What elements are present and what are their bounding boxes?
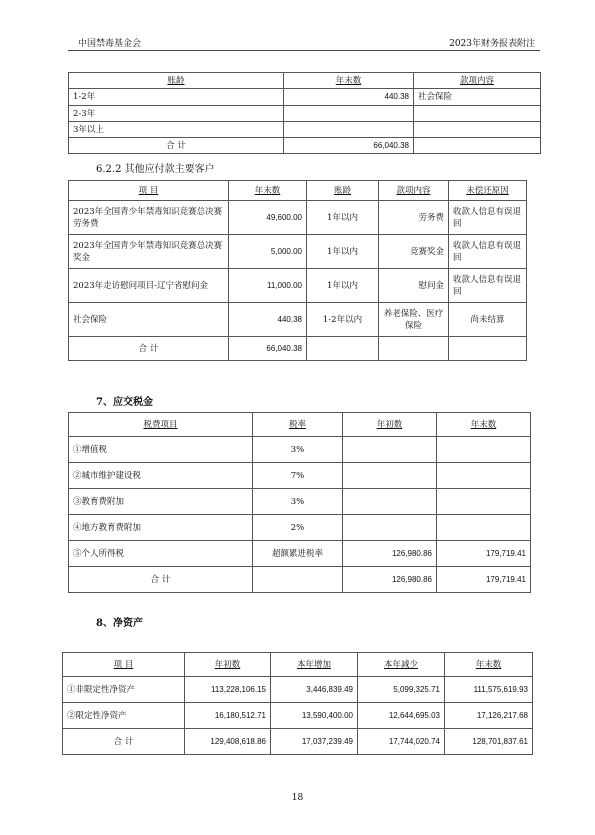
cell bbox=[414, 106, 541, 122]
cell: 3,446,839.49 bbox=[271, 677, 358, 703]
cell: 合 计 bbox=[69, 567, 253, 593]
table-row bbox=[69, 489, 531, 515]
cell: 1-2年 bbox=[69, 89, 284, 106]
cell: 竞赛奖金 bbox=[379, 235, 449, 269]
cell: 慰问金 bbox=[379, 269, 449, 303]
cell: 113,228,106.15 bbox=[185, 677, 271, 703]
cell: 1年以内 bbox=[307, 269, 379, 303]
cell bbox=[379, 337, 449, 361]
section-622-title: 6.2.2 其他应付款主要客户 bbox=[96, 164, 215, 175]
cell: 合 计 bbox=[69, 337, 229, 361]
cell: 2% bbox=[253, 515, 343, 541]
table-row bbox=[69, 337, 527, 361]
header-rule bbox=[68, 50, 540, 51]
cell: 13,590,400.00 bbox=[271, 703, 358, 729]
table-row bbox=[63, 729, 533, 755]
header-cell: 账龄 bbox=[69, 73, 284, 89]
cell bbox=[437, 515, 531, 541]
cell bbox=[437, 437, 531, 463]
header-org: 中国禁毒基金会 bbox=[78, 39, 142, 49]
table-row bbox=[69, 567, 531, 593]
cell: 16,180,512.71 bbox=[185, 703, 271, 729]
aging-table bbox=[68, 72, 541, 154]
table-row bbox=[69, 303, 527, 337]
cell: 3年以上 bbox=[69, 122, 284, 138]
cell: ②城市维护建设税 bbox=[69, 463, 253, 489]
table-row bbox=[69, 201, 527, 235]
cell bbox=[284, 122, 414, 138]
cell bbox=[414, 122, 541, 138]
cell: 128,701,837.61 bbox=[445, 729, 533, 755]
cell: 17,744,020.74 bbox=[358, 729, 445, 755]
header-cell: 账龄 bbox=[307, 181, 379, 201]
header-cell: 年初数 bbox=[343, 413, 437, 437]
section-7-title: 7、应交税金 bbox=[96, 397, 153, 408]
cell: 尚未结算 bbox=[449, 303, 527, 337]
header-cell: 本年增加 bbox=[271, 653, 358, 677]
cell: 129,408,618.86 bbox=[185, 729, 271, 755]
cell bbox=[307, 337, 379, 361]
table-row bbox=[69, 463, 531, 489]
cell: 收款人信息有误退回 bbox=[449, 201, 527, 235]
cell: 11,000.00 bbox=[229, 269, 307, 303]
cell bbox=[449, 337, 527, 361]
table-row bbox=[69, 269, 527, 303]
cell: 126,980.86 bbox=[343, 541, 437, 567]
cell: 收款人信息有误退回 bbox=[449, 269, 527, 303]
cell bbox=[253, 567, 343, 593]
header-cell: 年末数 bbox=[284, 73, 414, 89]
cell: 440.38 bbox=[229, 303, 307, 337]
cell: 2023年走访慰问项目-辽宁省慰问金 bbox=[69, 269, 229, 303]
table-row bbox=[63, 703, 533, 729]
cell: 440.38 bbox=[284, 89, 414, 106]
cell: 1年以内 bbox=[307, 235, 379, 269]
cell bbox=[414, 138, 541, 154]
cell: 17,126,217.68 bbox=[445, 703, 533, 729]
cell bbox=[343, 463, 437, 489]
cell bbox=[343, 437, 437, 463]
cell: 2023年全国青少年禁毒知识竞赛总决赛劳务费 bbox=[69, 201, 229, 235]
cell: 3% bbox=[253, 489, 343, 515]
header-title: 2023年财务报表附注 bbox=[449, 39, 535, 49]
cell: 3% bbox=[253, 437, 343, 463]
cell: 超额累进税率 bbox=[253, 541, 343, 567]
cell: 5,000.00 bbox=[229, 235, 307, 269]
cell: 5,099,325.71 bbox=[358, 677, 445, 703]
cell: 社会保险 bbox=[414, 89, 541, 106]
cell: 收款人信息有误退回 bbox=[449, 235, 527, 269]
tax-table bbox=[68, 412, 531, 593]
header-cell: 年末数 bbox=[437, 413, 531, 437]
cell: 7% bbox=[253, 463, 343, 489]
header-cell: 未偿还原因 bbox=[449, 181, 527, 201]
header-cell: 款项内容 bbox=[414, 73, 541, 89]
page-number: 18 bbox=[291, 793, 304, 803]
other-payables-table bbox=[68, 180, 527, 361]
cell: 66,040.38 bbox=[229, 337, 307, 361]
cell: ③教育费附加 bbox=[69, 489, 253, 515]
cell: 合 计 bbox=[69, 138, 284, 154]
header-cell: 税率 bbox=[253, 413, 343, 437]
cell: 养老保险、医疗保险 bbox=[379, 303, 449, 337]
table-row bbox=[69, 515, 531, 541]
cell: 2-3年 bbox=[69, 106, 284, 122]
cell: ⑤个人所得税 bbox=[69, 541, 253, 567]
cell: 111,575,619.93 bbox=[445, 677, 533, 703]
cell: 2023年全国青少年禁毒知识竞赛总决赛奖金 bbox=[69, 235, 229, 269]
cell bbox=[437, 463, 531, 489]
table-row bbox=[69, 235, 527, 269]
header-cell: 项 目 bbox=[69, 181, 229, 201]
cell: ④地方教育费附加 bbox=[69, 515, 253, 541]
header-cell: 税费项目 bbox=[69, 413, 253, 437]
cell: 12,644,695.03 bbox=[358, 703, 445, 729]
cell: 49,600.00 bbox=[229, 201, 307, 235]
cell bbox=[437, 489, 531, 515]
header-cell: 本年减少 bbox=[358, 653, 445, 677]
cell: ①非限定性净资产 bbox=[63, 677, 185, 703]
header-cell: 年末数 bbox=[229, 181, 307, 201]
net-assets-table bbox=[62, 652, 533, 755]
table-row bbox=[63, 677, 533, 703]
cell: 1年以内 bbox=[307, 201, 379, 235]
cell: 126,980.86 bbox=[343, 567, 437, 593]
table-row bbox=[69, 541, 531, 567]
cell: 社会保险 bbox=[69, 303, 229, 337]
cell: 17,037,239.49 bbox=[271, 729, 358, 755]
cell: 劳务费 bbox=[379, 201, 449, 235]
table-row bbox=[69, 106, 541, 122]
cell bbox=[284, 106, 414, 122]
cell: 合 计 bbox=[63, 729, 185, 755]
cell: ①增值税 bbox=[69, 437, 253, 463]
cell bbox=[343, 515, 437, 541]
cell: 179,719.41 bbox=[437, 567, 531, 593]
table-row bbox=[69, 138, 541, 154]
cell: ②限定性净资产 bbox=[63, 703, 185, 729]
section-8-title: 8、净资产 bbox=[96, 618, 143, 629]
cell bbox=[343, 489, 437, 515]
table-row bbox=[69, 437, 531, 463]
table-row bbox=[69, 122, 541, 138]
cell: 1-2年以内 bbox=[307, 303, 379, 337]
cell: 66,040.38 bbox=[284, 138, 414, 154]
header-cell: 年末数 bbox=[445, 653, 533, 677]
cell: 179,719.41 bbox=[437, 541, 531, 567]
table-row bbox=[69, 89, 541, 106]
header-cell: 款项内容 bbox=[379, 181, 449, 201]
header-cell: 项 目 bbox=[63, 653, 185, 677]
header-cell: 年初数 bbox=[185, 653, 271, 677]
